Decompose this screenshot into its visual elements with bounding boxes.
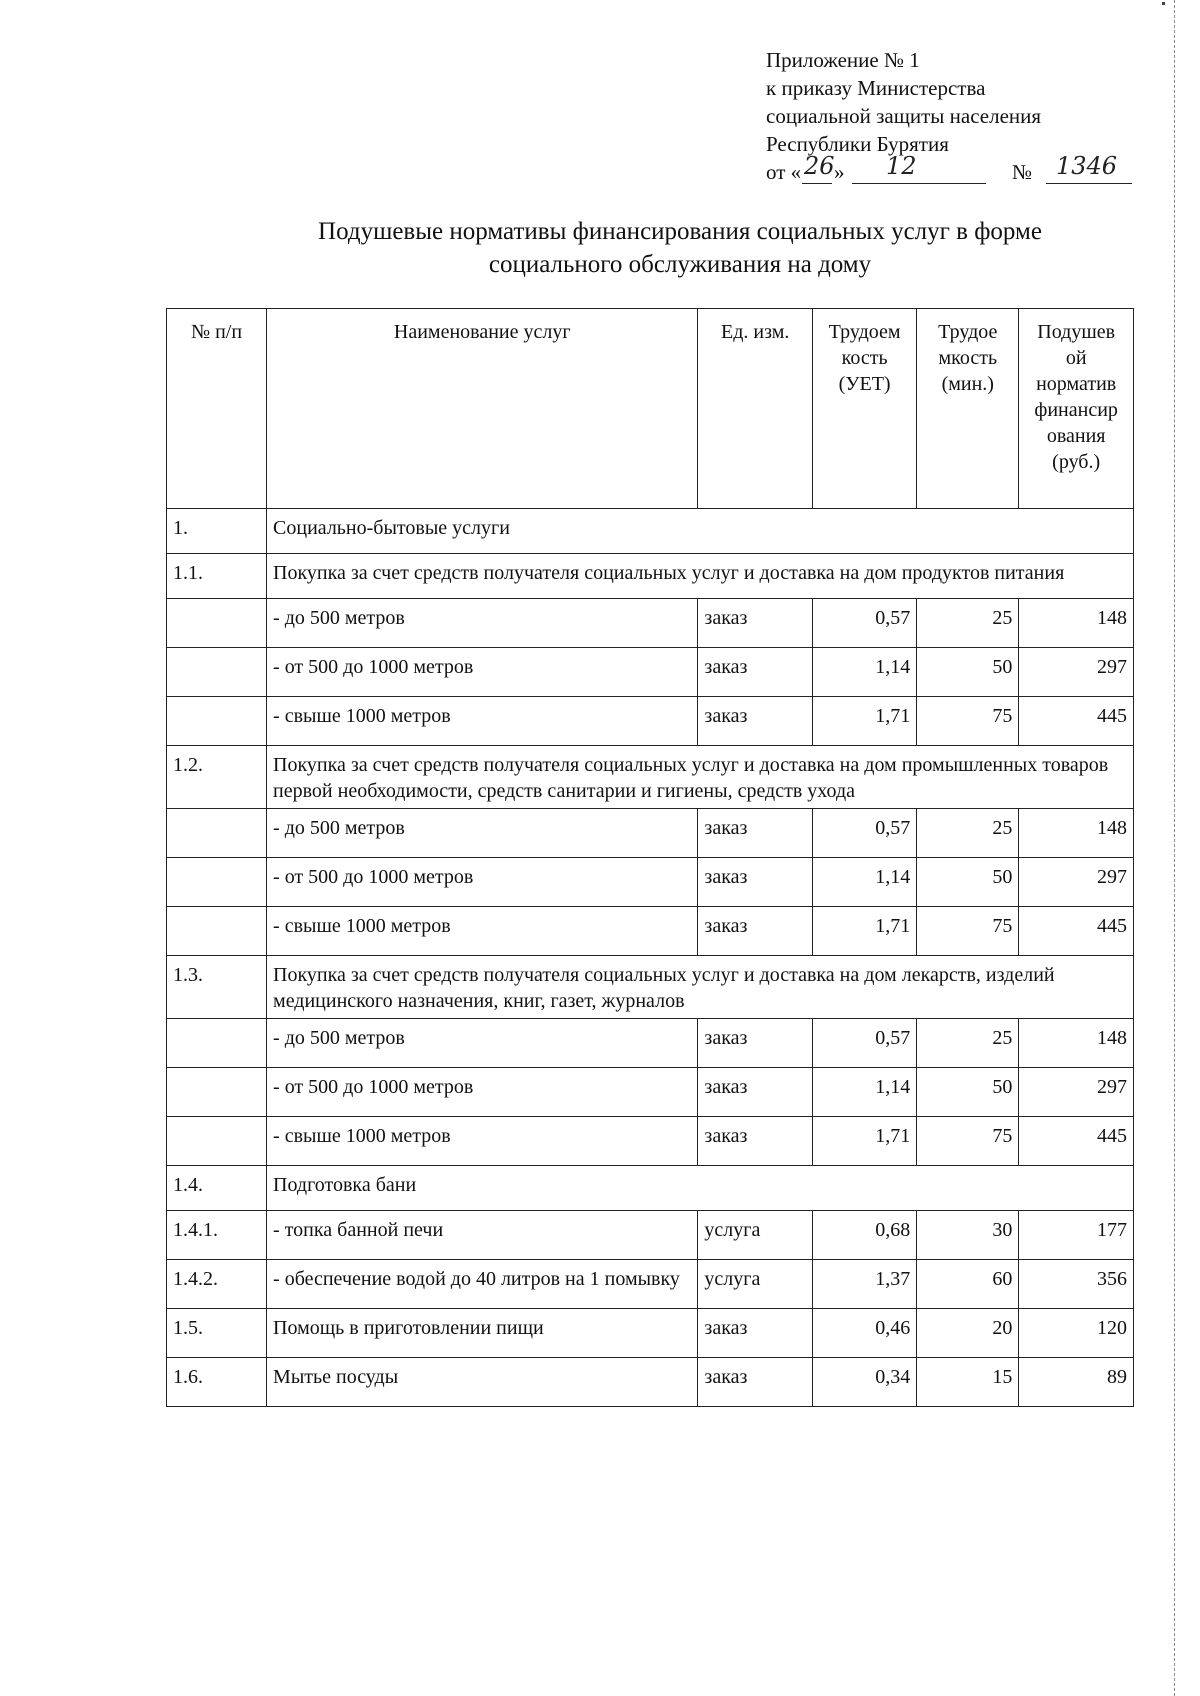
norm-cell: 445	[1019, 907, 1134, 956]
uet-cell: 0,46	[813, 1309, 917, 1358]
section-name: Подготовка бани	[267, 1166, 1134, 1211]
row-number: 1.2.	[167, 746, 267, 809]
service-name: - от 500 до 1000 метров	[267, 858, 698, 907]
unit-cell: заказ	[698, 697, 813, 746]
service-name: Помощь в приготовлении пищи	[267, 1309, 698, 1358]
uet-cell: 1,14	[813, 858, 917, 907]
service-name: - свыше 1000 метров	[267, 907, 698, 956]
minutes-cell: 50	[917, 648, 1019, 697]
uet-cell: 1,14	[813, 1068, 917, 1117]
unit-cell: услуга	[698, 1260, 813, 1309]
minutes-cell: 60	[917, 1260, 1019, 1309]
row-number: 1.4.	[167, 1166, 267, 1211]
service-name: - обеспечение водой до 40 литров на 1 помывку	[267, 1260, 698, 1309]
minutes-cell: 25	[917, 599, 1019, 648]
row-number	[167, 1117, 267, 1166]
uet-cell: 0,57	[813, 809, 917, 858]
month-underline	[852, 183, 986, 184]
uet-cell: 1,14	[813, 648, 917, 697]
norm-cell: 89	[1019, 1358, 1134, 1407]
norm-cell: 297	[1019, 858, 1134, 907]
appendix-line: социальной защиты населения	[766, 104, 1042, 128]
header-no: № п/п	[167, 309, 267, 509]
header-uet: Трудоем кость (УЕТ)	[813, 309, 917, 509]
row-number	[167, 1019, 267, 1068]
minutes-cell: 50	[917, 1068, 1019, 1117]
uet-cell: 1,37	[813, 1260, 917, 1309]
title-line: социального обслуживания на дому	[488, 251, 872, 278]
appendix-block	[766, 46, 1146, 188]
unit-cell: заказ	[698, 1019, 813, 1068]
row-number	[167, 809, 267, 858]
table-row	[167, 1068, 1134, 1117]
header-norm: Подушев ой норматив финансир ования (руб.)	[1019, 309, 1134, 509]
unit-cell: заказ	[698, 648, 813, 697]
table-row	[167, 746, 1134, 809]
row-number: 1.4.2.	[167, 1260, 267, 1309]
unit-cell: заказ	[698, 1117, 813, 1166]
section-name: Покупка за счет средств получателя социальных услуг и доставка на дом промышленных товаров первой необходимости, средств санитарии и гигиены, средств ухода	[267, 746, 1134, 809]
table-row	[167, 907, 1134, 956]
table-row	[167, 599, 1134, 648]
unit-cell: услуга	[698, 1211, 813, 1260]
row-number: 1.4.1.	[167, 1211, 267, 1260]
table-row	[167, 1260, 1134, 1309]
row-number	[167, 648, 267, 697]
row-number: 1.	[167, 509, 267, 554]
minutes-cell: 30	[917, 1211, 1019, 1260]
service-name: Мытье посуды	[267, 1358, 698, 1407]
header-unit: Ед. изм.	[698, 309, 813, 509]
section-name: Покупка за счет средств получателя социальных услуг и доставка на дом продуктов питания	[267, 554, 1134, 599]
table-row	[167, 1211, 1134, 1260]
table-row	[167, 809, 1134, 858]
table-row	[167, 1358, 1134, 1407]
minutes-cell: 20	[917, 1309, 1019, 1358]
row-number	[167, 599, 267, 648]
uet-cell: 0,57	[813, 1019, 917, 1068]
handwritten-day: 26	[804, 152, 835, 180]
appendix-line: Приложение № 1	[766, 48, 920, 72]
norm-cell: 148	[1019, 809, 1134, 858]
unit-cell: заказ	[698, 858, 813, 907]
unit-cell: заказ	[698, 599, 813, 648]
handwritten-month: 12	[886, 152, 917, 180]
day-underline	[802, 183, 832, 184]
unit-cell: заказ	[698, 907, 813, 956]
norm-cell: 356	[1019, 1260, 1134, 1309]
title-line: Подушевые нормативы финансирования социальных услуг в форме	[318, 218, 1042, 245]
norm-cell: 148	[1019, 1019, 1134, 1068]
service-name: - топка банной печи	[267, 1211, 698, 1260]
norm-cell: 148	[1019, 599, 1134, 648]
service-name: - до 500 метров	[267, 1019, 698, 1068]
norm-cell: 445	[1019, 697, 1134, 746]
appendix-line: к приказу Министерства	[766, 76, 986, 100]
unit-cell: заказ	[698, 1068, 813, 1117]
date-prefix: от «	[766, 160, 802, 184]
service-name: - до 500 метров	[267, 809, 698, 858]
page-edge-line	[1174, 0, 1175, 1696]
minutes-cell: 50	[917, 858, 1019, 907]
uet-cell: 1,71	[813, 697, 917, 746]
table-header-row	[167, 309, 1134, 509]
handwritten-number: 1346	[1056, 152, 1118, 180]
table-row	[167, 858, 1134, 907]
minutes-cell: 75	[917, 907, 1019, 956]
row-number	[167, 1068, 267, 1117]
norm-cell: 297	[1019, 1068, 1134, 1117]
table-row	[167, 1019, 1134, 1068]
order-date-line	[766, 152, 1146, 188]
table-row	[167, 554, 1134, 599]
unit-cell: заказ	[698, 1309, 813, 1358]
uet-cell: 0,68	[813, 1211, 917, 1260]
uet-cell: 1,71	[813, 1117, 917, 1166]
scan-mark	[1162, 2, 1165, 5]
norm-cell: 445	[1019, 1117, 1134, 1166]
number-label: №	[1012, 160, 1033, 184]
section-name: Социально-бытовые услуги	[267, 509, 1134, 554]
minutes-cell: 75	[917, 1117, 1019, 1166]
table-row	[167, 1309, 1134, 1358]
table-row	[167, 697, 1134, 746]
norm-cell: 120	[1019, 1309, 1134, 1358]
norm-cell: 297	[1019, 648, 1134, 697]
number-underline	[1046, 183, 1132, 184]
service-name: - от 500 до 1000 метров	[267, 648, 698, 697]
header-minutes: Трудое мкость (мин.)	[917, 309, 1019, 509]
service-name: - до 500 метров	[267, 599, 698, 648]
minutes-cell: 75	[917, 697, 1019, 746]
table-row	[167, 956, 1134, 1019]
table-row	[167, 1166, 1134, 1211]
appendix-line: Республики Бурятия	[766, 132, 949, 156]
row-number: 1.3.	[167, 956, 267, 1019]
row-number: 1.6.	[167, 1358, 267, 1407]
table-row	[167, 1117, 1134, 1166]
uet-cell: 0,34	[813, 1358, 917, 1407]
section-name: Покупка за счет средств получателя социальных услуг и доставка на дом лекарств, изделий медицинского назначения, книг, газет, журналов	[267, 956, 1134, 1019]
uet-cell: 1,71	[813, 907, 917, 956]
table-row	[167, 509, 1134, 554]
service-name: - свыше 1000 метров	[267, 697, 698, 746]
header-name: Наименование услуг	[267, 309, 698, 509]
document-title	[240, 215, 1120, 281]
minutes-cell: 25	[917, 809, 1019, 858]
service-name: - свыше 1000 метров	[267, 1117, 698, 1166]
uet-cell: 0,57	[813, 599, 917, 648]
minutes-cell: 25	[917, 1019, 1019, 1068]
norm-cell: 177	[1019, 1211, 1134, 1260]
row-number: 1.1.	[167, 554, 267, 599]
table-body	[167, 509, 1134, 1407]
date-mid: »	[834, 160, 845, 184]
norms-table	[166, 308, 1134, 1407]
minutes-cell: 15	[917, 1358, 1019, 1407]
row-number	[167, 907, 267, 956]
unit-cell: заказ	[698, 809, 813, 858]
row-number	[167, 858, 267, 907]
row-number	[167, 697, 267, 746]
row-number: 1.5.	[167, 1309, 267, 1358]
unit-cell: заказ	[698, 1358, 813, 1407]
table-row	[167, 648, 1134, 697]
service-name: - от 500 до 1000 метров	[267, 1068, 698, 1117]
